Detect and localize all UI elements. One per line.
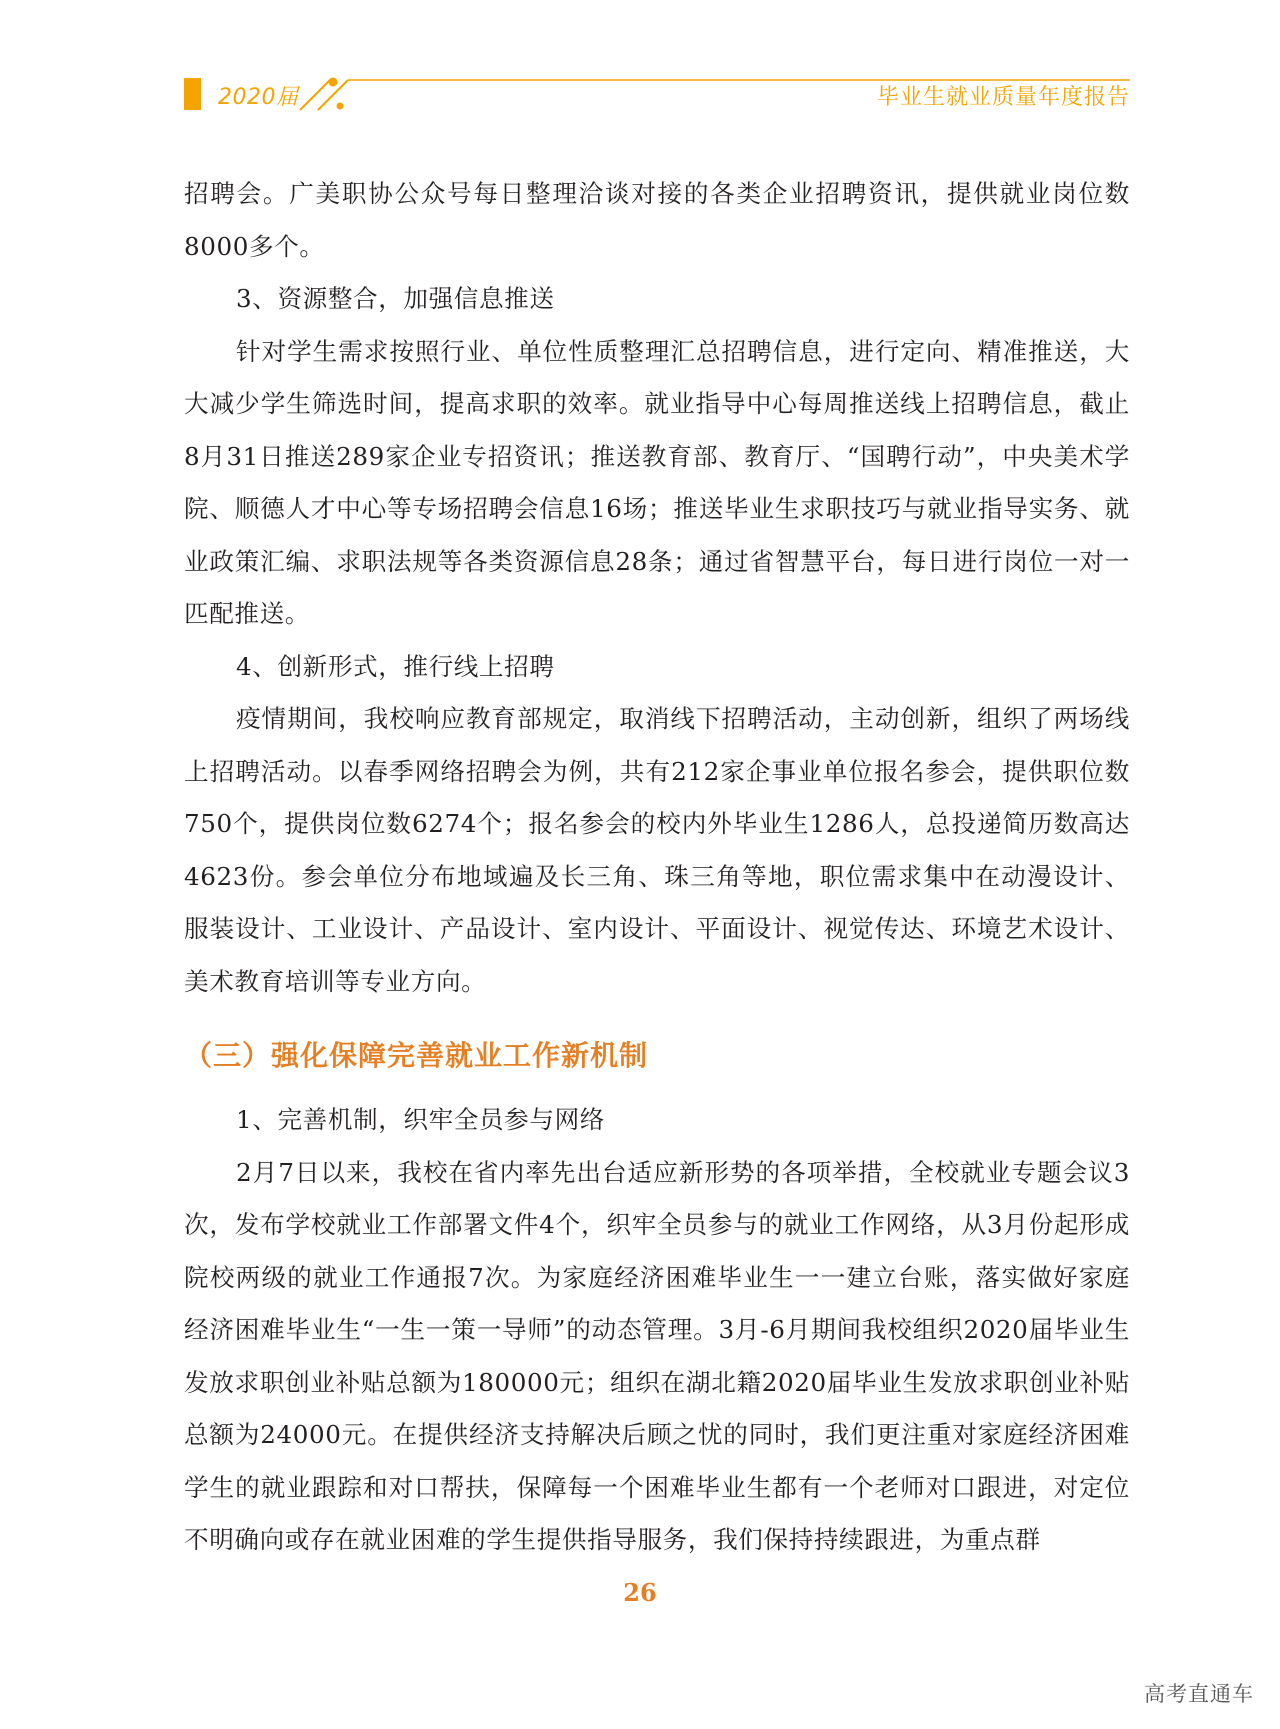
subheading-improve-mechanism: 1、完善机制，织牢全员参与网络: [236, 1105, 605, 1134]
paragraph-recruitment-fair: 招聘会。广美职协公众号每日整理洽谈对接的各类企业招聘资讯，提供就业岗位数8000多个。: [184, 179, 1130, 261]
subheading-resource-integration: 3、资源整合，加强信息推送: [236, 284, 555, 313]
header-year-label: 2020届: [218, 85, 299, 110]
page-number: 26: [623, 1578, 657, 1607]
header-report-title: 毕业生就业质量年度报告: [876, 85, 1130, 110]
paragraph-online-recruitment: 疫情期间，我校响应教育部规定，取消线下招聘活动，主动创新，组织了两场线上招聘活动。以春季网络招聘会为例，共有212家企事业单位报名参会，提供职位数750个，提供岗位数6274个；报名参会的校内外毕业生1286人，总投递简历数高达4623份。参会单位分布地域遍及长三角、珠三角等地，职位需求集中在动漫设计、服装设计、工业设计、产品设计、室内设计、平面设计、视觉传达、环境艺术设计、美术教育培训等专业方向。: [184, 704, 1130, 996]
watermark-text: 高考直通车: [1144, 1682, 1254, 1706]
page-content: [184, 168, 1130, 1567]
paragraph-mechanism-details: 2月7日以来，我校在省内率先出台适应新形势的各项举措，全校就业专题会议3次，发布学校就业工作部署文件4个，织牢全员参与的就业工作网络，从3月份起形成院校两级的就业工作通报7次。为家庭经济困难毕业生一一建立台账，落实做好家庭经济困难毕业生“一生一策一导师”的动态管理。3月-6月期间我校组织2020届毕业生发放求职创业补贴总额为180000元；组织在湖北籍2020届毕业生发放求职创业补贴总额为24000元。在提供经济支持解决后顾之忧的同时，我们更注重对家庭经济困难学生的就业跟踪和对口帮扶，保障每一个困难毕业生都有一个老师对口跟进，对定位不明确向或存在就业困难的学生提供指导服务，我们保持持续跟进，为重点群: [184, 1157, 1130, 1554]
page-header: [0, 0, 1280, 130]
subheading-online-recruitment: 4、创新形式，推行线上招聘: [236, 651, 555, 681]
paragraph-info-push: 针对学生需求按照行业、单位性质整理汇总招聘信息，进行定向、精准推送，大大减少学生筛选时间，提高求职的效率。就业指导中心每周推送线上招聘信息，截止8月31日推送289家企业专招资讯；推送教育部、教育厅、“国聘行动”，中央美术学院、顺德人才中心等专场招聘会信息16场；推送毕业生求职技巧与就业指导实务、就业政策汇编、求职法规等各类资源信息28条；通过省智慧平台，每日进行岗位一对一匹配推送。: [184, 336, 1130, 628]
section-heading-mechanism: （三）强化保障完善就业工作新机制: [184, 1039, 649, 1072]
